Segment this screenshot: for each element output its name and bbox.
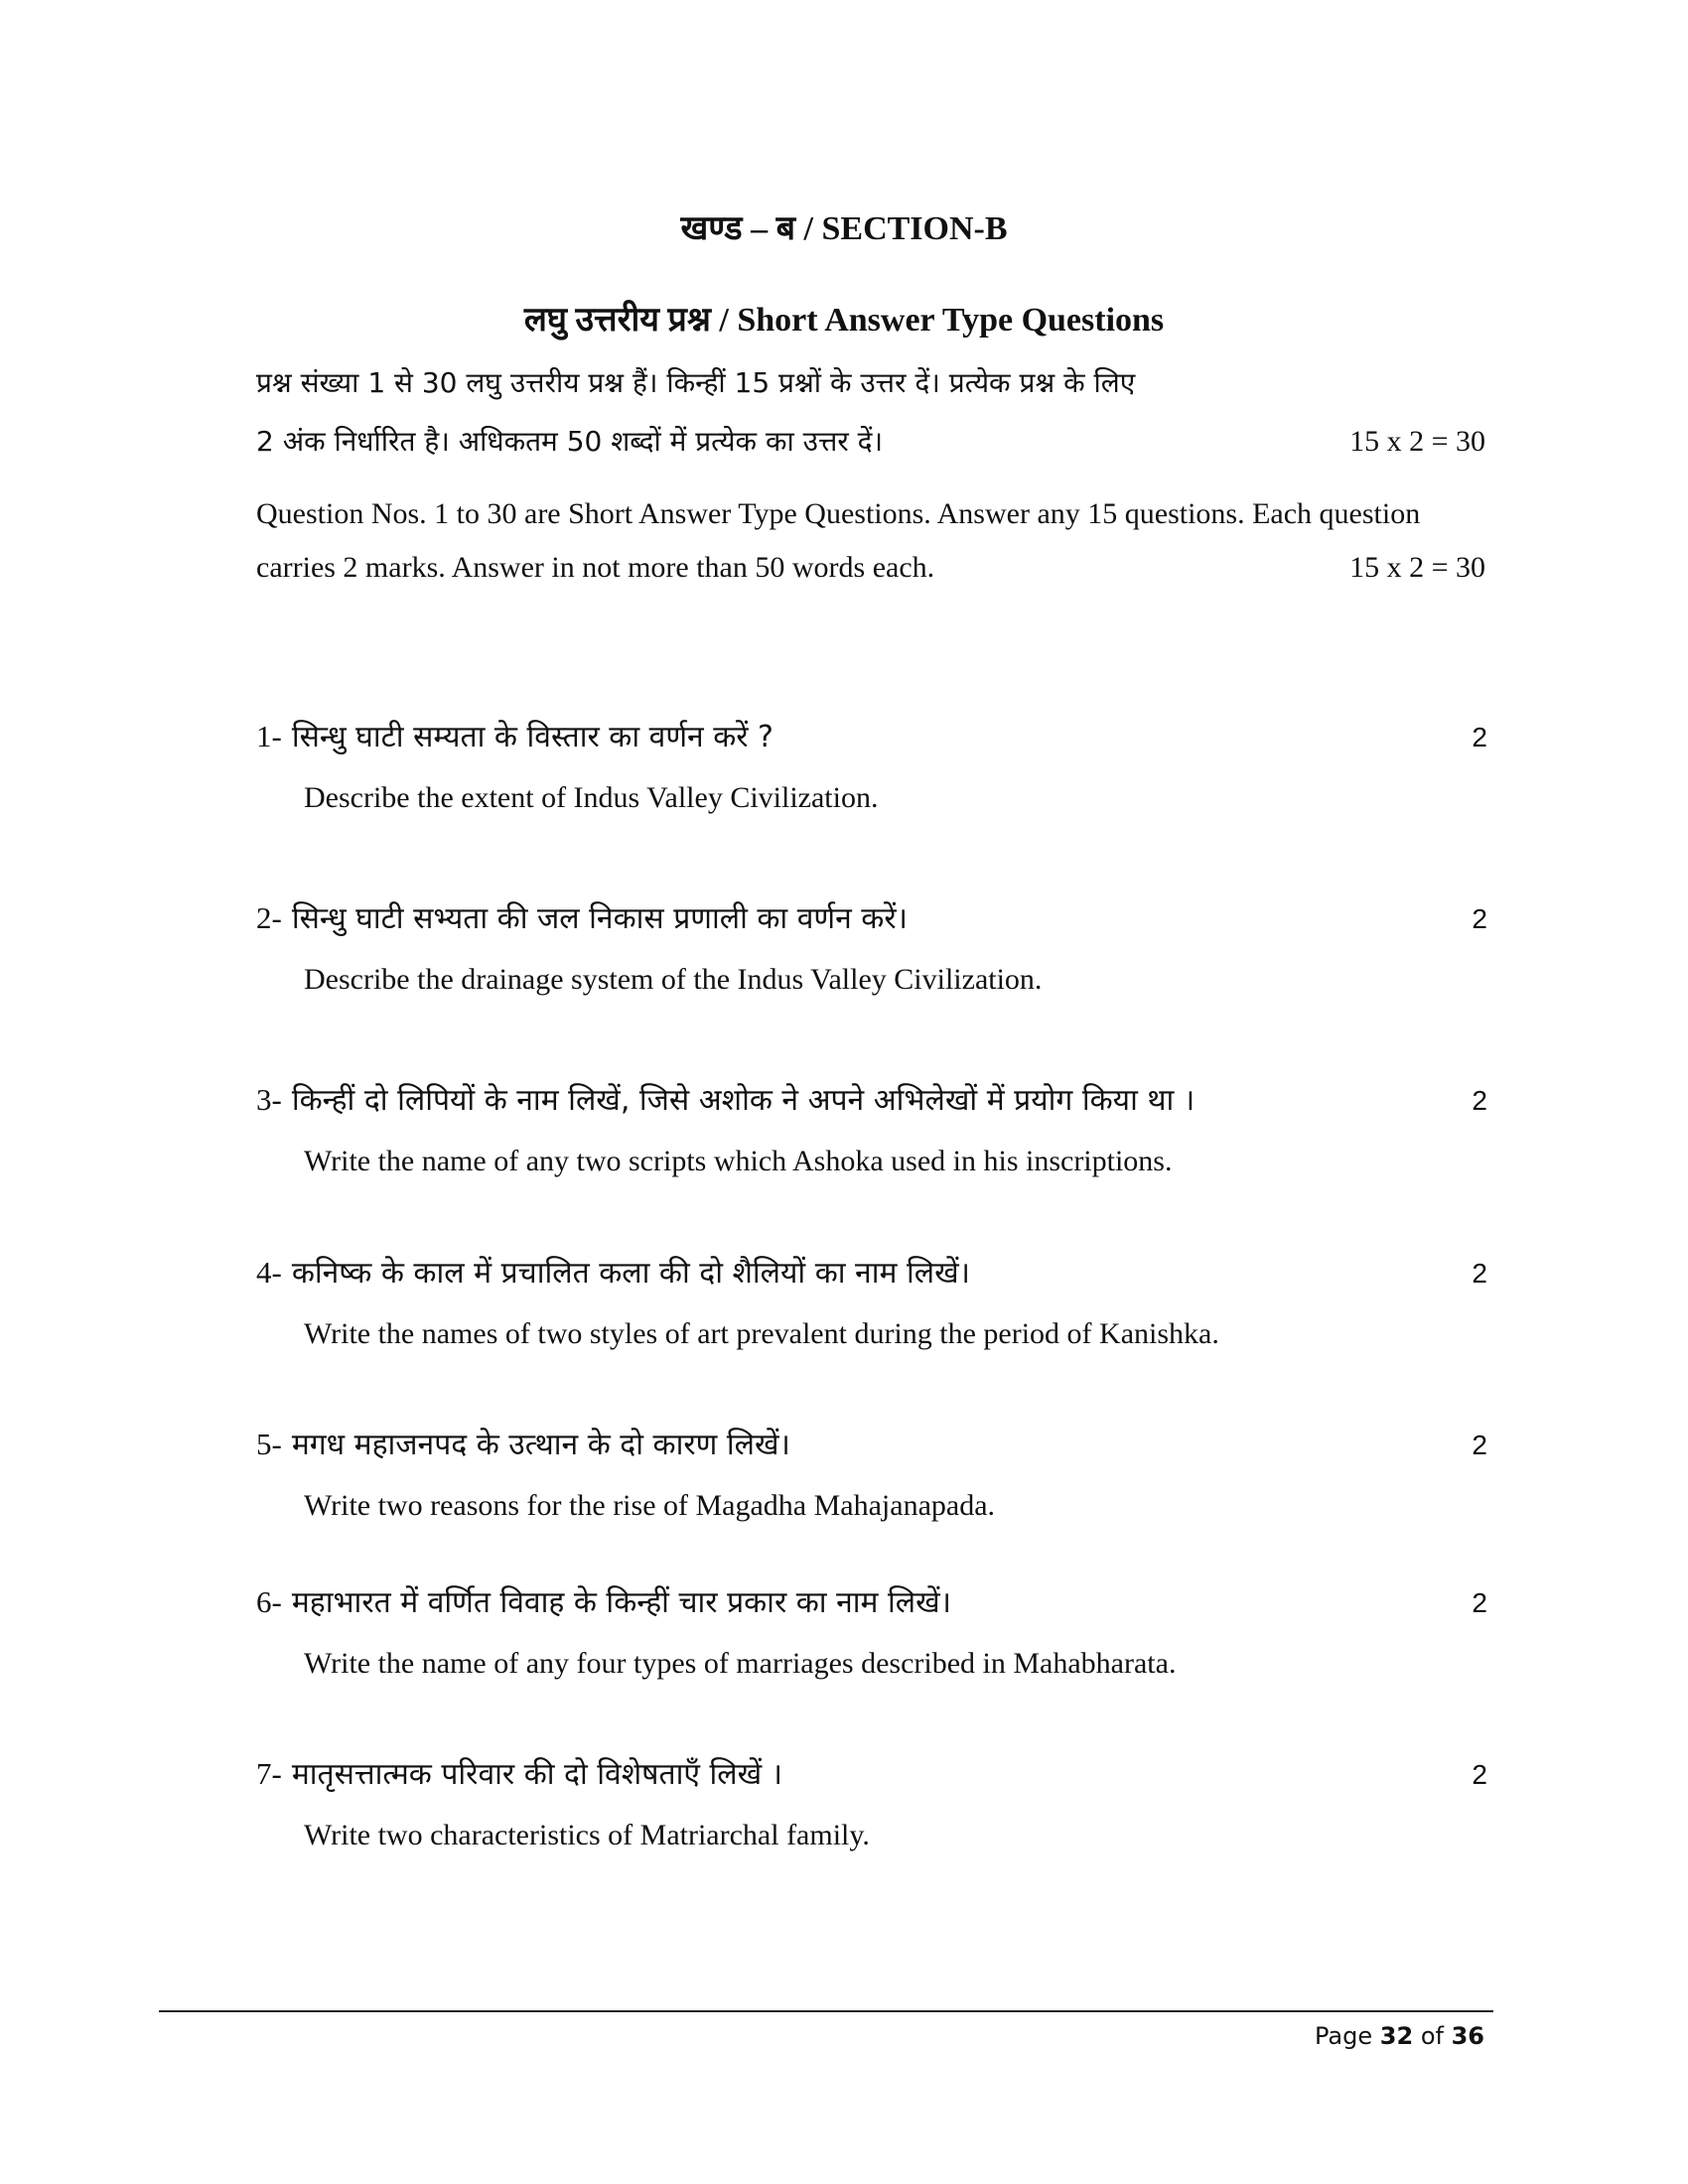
- instructions-hindi-marks: 15 x 2 = 30: [1349, 425, 1485, 458]
- question-english: Write two reasons for the rise of Magadha Mahajanapada.: [304, 1489, 996, 1522]
- question-english: Write the name of any two scripts which Ashoka used in his inscriptions.: [304, 1145, 1173, 1177]
- instructions-english-text1: Question Nos. 1 to 30 are Short Answer Type Questions. Answer any 15 questions. Each question: [256, 497, 1421, 530]
- question-number: 7-: [256, 1756, 282, 1791]
- question-hindi: किन्हीं दो लिपियों के नाम लिखें, जिसे अशोक ने अपने अभिलेखों में प्रयोग किया था ।: [291, 1083, 1196, 1118]
- question-7: [256, 1752, 1487, 1852]
- question-marks: 2: [1472, 722, 1487, 752]
- question-marks: 2: [1472, 1085, 1487, 1116]
- question-hindi: कनिष्क के काल में प्रचालित कला की दो शैलियों का नाम लिखें।: [291, 1256, 970, 1291]
- page-number: [1315, 2022, 1484, 2050]
- question-hindi: मातृसत्तात्मक परिवार की दो विशेषताएँ लिखें ।: [291, 1757, 783, 1792]
- page-label: Page: [1315, 2022, 1373, 2050]
- question-english: Write the names of two styles of art prevalent during the period of Kanishka.: [304, 1317, 1219, 1350]
- instructions-hindi-text2: 2 अंक निर्धारित है। अधिकतम 50 शब्दों में प्रत्येक का उत्तर दें।: [256, 425, 884, 458]
- instructions-english: [256, 499, 1485, 583]
- question-number: 5-: [256, 1427, 282, 1461]
- question-6: [256, 1580, 1487, 1681]
- question-marks: 2: [1472, 1587, 1487, 1618]
- question-english: Describe the extent of Indus Valley Civilization.: [304, 781, 879, 814]
- question-1: [256, 715, 1487, 815]
- page-total: 36: [1451, 2022, 1484, 2050]
- instructions-english-text2: carries 2 marks. Answer in not more than 50 words each.: [256, 551, 935, 584]
- question-hindi: मगध महाजनपद के उत्थान के दो कारण लिखें।: [291, 1428, 790, 1462]
- instructions-hindi-line1: [256, 366, 1485, 399]
- question-hindi: सिन्धु घाटी सम्यता के विस्तार का वर्णन करें ?: [291, 720, 774, 754]
- question-hindi: सिन्धु घाटी सभ्यता की जल निकास प्रणाली का वर्णन करें।: [291, 901, 908, 936]
- question-5: [256, 1423, 1487, 1523]
- page-current: 32: [1379, 2022, 1414, 2050]
- question-marks: 2: [1472, 1258, 1487, 1289]
- footer-divider: [159, 2010, 1493, 2012]
- question-number: 3-: [256, 1082, 282, 1117]
- section-title: खण्ड – ब / SECTION-B: [680, 210, 1008, 247]
- question-marks: 2: [1472, 903, 1487, 934]
- question-marks: 2: [1472, 1430, 1487, 1460]
- instructions-english-marks: 15 x 2 = 30: [1349, 551, 1485, 584]
- instructions-hindi-text1: प्रश्न संख्या 1 से 30 लघु उत्तरीय प्रश्न हैं। किन्हीं 15 प्रश्नों के उत्तर दें। प्रत्येक प्रश्न के लिए: [256, 366, 1136, 399]
- question-english: Write two characteristics of Matriarchal family.: [304, 1819, 870, 1851]
- question-marks: 2: [1472, 1759, 1487, 1790]
- question-english: Describe the drainage system of the Indus Valley Civilization.: [304, 963, 1043, 996]
- section-subtitle: लघु उत्तरीय प्रश्न / Short Answer Type Questions: [523, 302, 1165, 339]
- question-number: 4-: [256, 1255, 282, 1290]
- instructions-hindi: [256, 366, 1485, 458]
- question-hindi: महाभारत में वर्णित विवाह के किन्हीं चार प्रकार का नाम लिखें।: [291, 1585, 952, 1620]
- question-number: 1-: [256, 719, 282, 753]
- question-2: [256, 896, 1487, 997]
- instructions-english-line1: [256, 499, 1485, 529]
- question-number: 6-: [256, 1584, 282, 1619]
- instructions-english-line2: [256, 553, 1485, 583]
- question-4: [256, 1251, 1487, 1351]
- question-english: Write the name of any four types of marriages described in Mahabharata.: [304, 1647, 1177, 1680]
- page-of: of: [1420, 2022, 1444, 2050]
- instructions-hindi-line2: [256, 427, 1485, 457]
- question-number: 2-: [256, 900, 282, 935]
- question-3: [256, 1078, 1487, 1178]
